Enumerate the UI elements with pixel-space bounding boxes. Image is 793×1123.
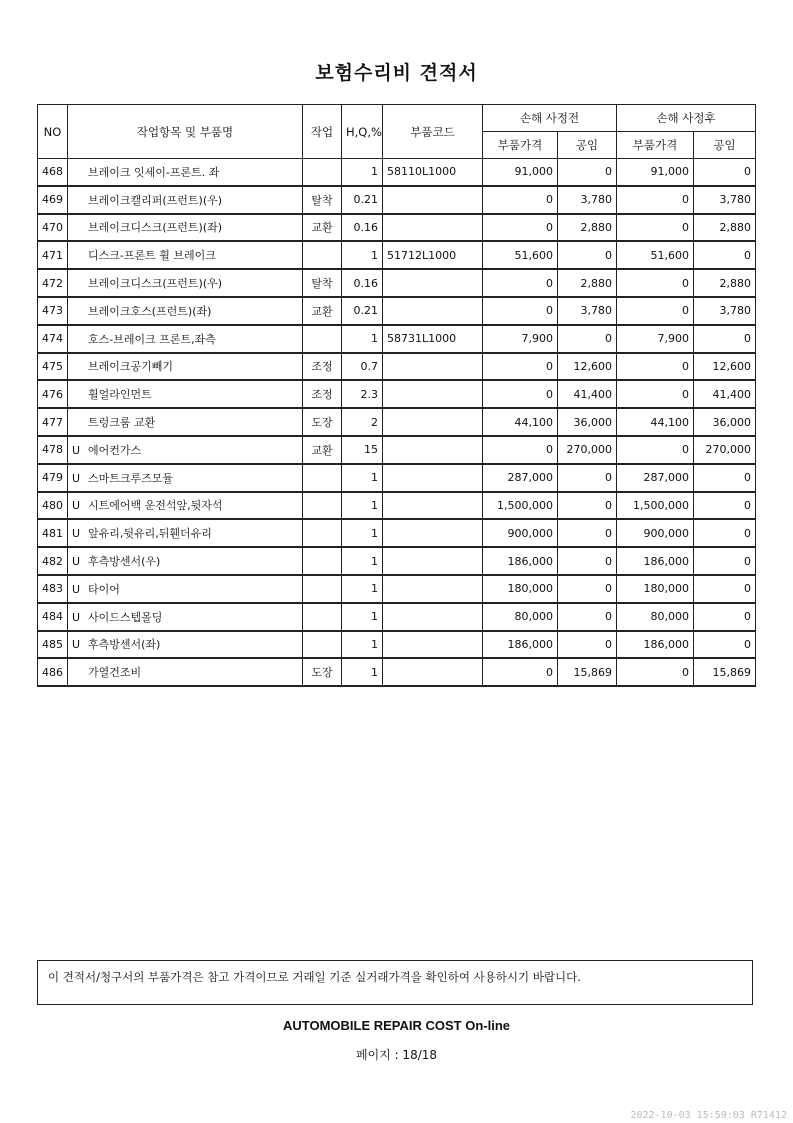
cell-after-part-price: 44,100	[617, 408, 694, 436]
table-row	[38, 603, 756, 631]
cell-after-labor: 41,400	[694, 380, 756, 408]
cell-before-part-price: 0	[483, 380, 558, 408]
cell-no: 484	[38, 603, 68, 631]
cell-before-part-price: 0	[483, 297, 558, 325]
update-flag: U	[72, 582, 81, 596]
cell-after-part-price: 287,000	[617, 464, 694, 492]
cell-item-name	[68, 575, 303, 603]
item-name-text: 브레이크공기빼기	[88, 360, 174, 374]
update-flag: U	[72, 527, 81, 541]
footer-brand: AUTOMOBILE REPAIR COST On-line	[282, 1018, 511, 1033]
header-before-labor: 공임	[558, 132, 617, 159]
cell-part-code	[383, 408, 483, 436]
header-no: NO	[38, 105, 68, 159]
cell-after-labor: 0	[694, 603, 756, 631]
header-item: 작업항목 및 부품명	[68, 105, 303, 159]
item-name-text: 브레이크호스(프런트)(좌)	[88, 304, 212, 318]
cell-work: 교환	[303, 214, 342, 242]
cell-part-code	[383, 269, 483, 297]
cell-work: 교환	[303, 436, 342, 464]
table-row	[38, 631, 756, 659]
cell-before-labor: 15,869	[558, 658, 617, 686]
table-row	[38, 547, 756, 575]
cell-item-name	[68, 241, 303, 269]
item-name-text: 호스-브레이크 프론트,좌측	[88, 332, 216, 346]
item-name-text: 후측방센서(우)	[88, 555, 161, 569]
cell-after-part-price: 0	[617, 269, 694, 297]
cell-before-labor: 0	[558, 325, 617, 353]
table-row	[38, 575, 756, 603]
cell-item-name	[68, 436, 303, 464]
cell-part-code	[383, 214, 483, 242]
update-flag: U	[72, 638, 81, 652]
cell-no: 483	[38, 575, 68, 603]
table-row	[38, 353, 756, 381]
cell-work	[303, 575, 342, 603]
cell-after-part-price: 7,900	[617, 325, 694, 353]
cell-part-code: 51712L1000	[383, 241, 483, 269]
cell-no: 472	[38, 269, 68, 297]
cell-item-name	[68, 186, 303, 214]
cell-no: 474	[38, 325, 68, 353]
cell-hq: 1	[342, 631, 383, 659]
cell-part-code	[383, 186, 483, 214]
cell-no: 470	[38, 214, 68, 242]
cell-item-name	[68, 214, 303, 242]
cell-after-part-price: 1,500,000	[617, 492, 694, 520]
cell-no: 479	[38, 464, 68, 492]
cell-after-labor: 3,780	[694, 297, 756, 325]
cell-after-part-price: 0	[617, 186, 694, 214]
cell-after-labor: 0	[694, 464, 756, 492]
item-name-text: 브레이크디스크(프런트)(우)	[88, 277, 223, 291]
item-name-text: 사이드스텝몰딩	[88, 610, 163, 624]
cell-after-labor: 3,780	[694, 186, 756, 214]
cell-after-labor: 2,880	[694, 214, 756, 242]
cell-work: 조정	[303, 380, 342, 408]
cell-after-part-price: 186,000	[617, 547, 694, 575]
price-notice: 이 견적서/청구서의 부품가격은 참고 가격이므로 거래일 기준 실거래가격을 확인하여 사용하시기 바랍니다.	[37, 960, 753, 1005]
cell-after-labor: 0	[694, 159, 756, 186]
table-row	[38, 186, 756, 214]
cell-after-part-price: 180,000	[617, 575, 694, 603]
cell-before-part-price: 91,000	[483, 159, 558, 186]
cell-item-name	[68, 547, 303, 575]
cell-work: 조정	[303, 353, 342, 381]
cell-item-name	[68, 492, 303, 520]
cell-part-code	[383, 519, 483, 547]
cell-part-code	[383, 658, 483, 686]
table-row	[38, 464, 756, 492]
cell-after-part-price: 900,000	[617, 519, 694, 547]
cell-part-code	[383, 436, 483, 464]
header-after-labor: 공임	[694, 132, 756, 159]
item-name-text: 트렁크룸 교환	[88, 416, 156, 430]
item-name-text: 브레이크 잇세이-프론트. 좌	[88, 165, 220, 179]
cell-before-part-price: 180,000	[483, 575, 558, 603]
cell-before-part-price: 287,000	[483, 464, 558, 492]
cell-after-labor: 0	[694, 631, 756, 659]
header-before-assessment: 손해 사정전	[483, 105, 617, 132]
cell-no: 473	[38, 297, 68, 325]
cell-no: 481	[38, 519, 68, 547]
document-title: 보험수리비 견적서	[315, 62, 478, 84]
cell-no: 478	[38, 436, 68, 464]
cell-part-code	[383, 603, 483, 631]
cell-after-part-price: 91,000	[617, 159, 694, 186]
cell-work: 도장	[303, 408, 342, 436]
table-row	[38, 492, 756, 520]
cell-no: 486	[38, 658, 68, 686]
cell-work	[303, 631, 342, 659]
cell-hq: 1	[342, 603, 383, 631]
cell-after-part-price: 186,000	[617, 631, 694, 659]
estimate-rows	[38, 159, 756, 687]
cell-work	[303, 492, 342, 520]
cell-part-code	[383, 297, 483, 325]
cell-after-labor: 0	[694, 492, 756, 520]
cell-hq: 0.21	[342, 186, 383, 214]
update-flag: U	[72, 610, 81, 624]
cell-work	[303, 159, 342, 186]
cell-before-part-price: 900,000	[483, 519, 558, 547]
cell-after-labor: 15,869	[694, 658, 756, 686]
cell-hq: 0.16	[342, 214, 383, 242]
cell-no: 468	[38, 159, 68, 186]
table-row	[38, 269, 756, 297]
cell-hq: 1	[342, 464, 383, 492]
cell-after-part-price: 51,600	[617, 241, 694, 269]
cell-part-code: 58110L1000	[383, 159, 483, 186]
cell-work	[303, 464, 342, 492]
table-row	[38, 658, 756, 686]
cell-work	[303, 325, 342, 353]
item-name-text: 스마트크루즈모듈	[88, 471, 174, 485]
cell-item-name	[68, 159, 303, 186]
cell-after-part-price: 0	[617, 214, 694, 242]
item-name-text: 후측방센서(좌)	[88, 638, 161, 652]
cell-work: 교환	[303, 297, 342, 325]
cell-part-code	[383, 380, 483, 408]
item-name-text: 브레이크캘리퍼(프런트)(우)	[88, 193, 223, 207]
cell-hq: 0.21	[342, 297, 383, 325]
cell-before-labor: 2,880	[558, 269, 617, 297]
header-before-part-price: 부품가격	[483, 132, 558, 159]
cell-item-name	[68, 603, 303, 631]
cell-item-name	[68, 464, 303, 492]
cell-after-labor: 0	[694, 519, 756, 547]
cell-before-part-price: 0	[483, 186, 558, 214]
cell-after-labor: 2,880	[694, 269, 756, 297]
table-row	[38, 519, 756, 547]
cell-after-part-price: 0	[617, 297, 694, 325]
cell-work	[303, 547, 342, 575]
item-name-text: 가열건조비	[88, 666, 142, 680]
cell-item-name	[68, 325, 303, 353]
cell-no: 482	[38, 547, 68, 575]
cell-before-part-price: 0	[483, 353, 558, 381]
cell-before-part-price: 0	[483, 269, 558, 297]
cell-before-part-price: 186,000	[483, 631, 558, 659]
cell-no: 480	[38, 492, 68, 520]
item-name-text: 에어컨가스	[88, 443, 142, 457]
header-after-assessment: 손해 사정후	[617, 105, 756, 132]
cell-part-code	[383, 353, 483, 381]
cell-before-part-price: 80,000	[483, 603, 558, 631]
cell-work	[303, 603, 342, 631]
cell-hq: 2.3	[342, 380, 383, 408]
cell-after-part-price: 0	[617, 353, 694, 381]
table-row	[38, 408, 756, 436]
cell-before-part-price: 186,000	[483, 547, 558, 575]
cell-work: 탈착	[303, 269, 342, 297]
cell-before-labor: 0	[558, 241, 617, 269]
cell-before-labor: 0	[558, 603, 617, 631]
cell-work	[303, 241, 342, 269]
cell-before-part-price: 7,900	[483, 325, 558, 353]
page-number: 페이지 : 18/18	[355, 1048, 438, 1062]
cell-hq: 2	[342, 408, 383, 436]
cell-before-labor: 0	[558, 159, 617, 186]
item-name-text: 디스크-프론트 휠 브레이크	[88, 249, 216, 263]
cell-after-labor: 0	[694, 575, 756, 603]
cell-hq: 1	[342, 159, 383, 186]
cell-work	[303, 519, 342, 547]
cell-no: 485	[38, 631, 68, 659]
cell-after-part-price: 0	[617, 436, 694, 464]
cell-item-name	[68, 269, 303, 297]
cell-after-part-price: 0	[617, 380, 694, 408]
cell-after-labor: 0	[694, 241, 756, 269]
cell-part-code	[383, 631, 483, 659]
item-name-text: 휠얼라인먼트	[88, 388, 152, 402]
cell-hq: 0.7	[342, 353, 383, 381]
update-flag: U	[72, 499, 81, 513]
cell-hq: 1	[342, 658, 383, 686]
cell-part-code	[383, 575, 483, 603]
cell-before-labor: 3,780	[558, 186, 617, 214]
cell-no: 469	[38, 186, 68, 214]
cell-after-labor: 0	[694, 547, 756, 575]
table-row	[38, 325, 756, 353]
cell-work: 탈착	[303, 186, 342, 214]
cell-before-part-price: 0	[483, 658, 558, 686]
cell-before-labor: 0	[558, 547, 617, 575]
cell-before-part-price: 51,600	[483, 241, 558, 269]
cell-hq: 1	[342, 519, 383, 547]
cell-before-labor: 0	[558, 464, 617, 492]
cell-item-name	[68, 297, 303, 325]
table-row	[38, 380, 756, 408]
cell-before-labor: 3,780	[558, 297, 617, 325]
table-row	[38, 436, 756, 464]
cell-item-name	[68, 631, 303, 659]
cell-before-labor: 12,600	[558, 353, 617, 381]
cell-before-part-price: 1,500,000	[483, 492, 558, 520]
cell-work: 도장	[303, 658, 342, 686]
cell-item-name	[68, 408, 303, 436]
table-row	[38, 241, 756, 269]
cell-after-labor: 36,000	[694, 408, 756, 436]
cell-part-code	[383, 464, 483, 492]
cell-after-part-price: 80,000	[617, 603, 694, 631]
cell-no: 477	[38, 408, 68, 436]
cell-before-labor: 0	[558, 519, 617, 547]
print-timestamp: 2022-10-03 15:59:03 R71412	[630, 1110, 787, 1121]
cell-before-labor: 0	[558, 492, 617, 520]
update-flag: U	[72, 555, 81, 569]
item-name-text: 타이어	[88, 582, 120, 596]
cell-after-part-price: 0	[617, 658, 694, 686]
cell-before-part-price: 0	[483, 214, 558, 242]
cell-hq: 1	[342, 492, 383, 520]
item-name-text: 시트에어백 운전석앞,뒷자석	[88, 499, 223, 513]
cell-before-labor: 270,000	[558, 436, 617, 464]
cell-no: 475	[38, 353, 68, 381]
cell-hq: 0.16	[342, 269, 383, 297]
header-work: 작업	[303, 105, 342, 159]
cell-hq: 1	[342, 241, 383, 269]
cell-no: 476	[38, 380, 68, 408]
header-hq: H,Q,%	[342, 105, 383, 159]
table-row	[38, 159, 756, 186]
cell-before-part-price: 0	[483, 436, 558, 464]
cell-hq: 1	[342, 575, 383, 603]
header-part-code: 부품코드	[383, 105, 483, 159]
cell-before-labor: 2,880	[558, 214, 617, 242]
header-after-part-price: 부품가격	[617, 132, 694, 159]
cell-before-labor: 36,000	[558, 408, 617, 436]
cell-after-labor: 270,000	[694, 436, 756, 464]
cell-part-code: 58731L1000	[383, 325, 483, 353]
update-flag: U	[72, 471, 81, 485]
cell-item-name	[68, 658, 303, 686]
cell-before-labor: 0	[558, 575, 617, 603]
cell-before-labor: 41,400	[558, 380, 617, 408]
cell-hq: 15	[342, 436, 383, 464]
table-row	[38, 214, 756, 242]
cell-hq: 1	[342, 325, 383, 353]
cell-hq: 1	[342, 547, 383, 575]
cell-part-code	[383, 547, 483, 575]
update-flag: U	[72, 443, 81, 457]
cell-item-name	[68, 380, 303, 408]
estimate-table	[37, 104, 756, 687]
cell-item-name	[68, 519, 303, 547]
cell-before-labor: 0	[558, 631, 617, 659]
cell-part-code	[383, 492, 483, 520]
item-name-text: 앞유리,뒷유리,뒤휀더유리	[88, 527, 212, 541]
table-row	[38, 297, 756, 325]
cell-item-name	[68, 353, 303, 381]
cell-before-part-price: 44,100	[483, 408, 558, 436]
item-name-text: 브레이크디스크(프런트)(좌)	[88, 221, 223, 235]
cell-no: 471	[38, 241, 68, 269]
cell-after-labor: 12,600	[694, 353, 756, 381]
cell-after-labor: 0	[694, 325, 756, 353]
